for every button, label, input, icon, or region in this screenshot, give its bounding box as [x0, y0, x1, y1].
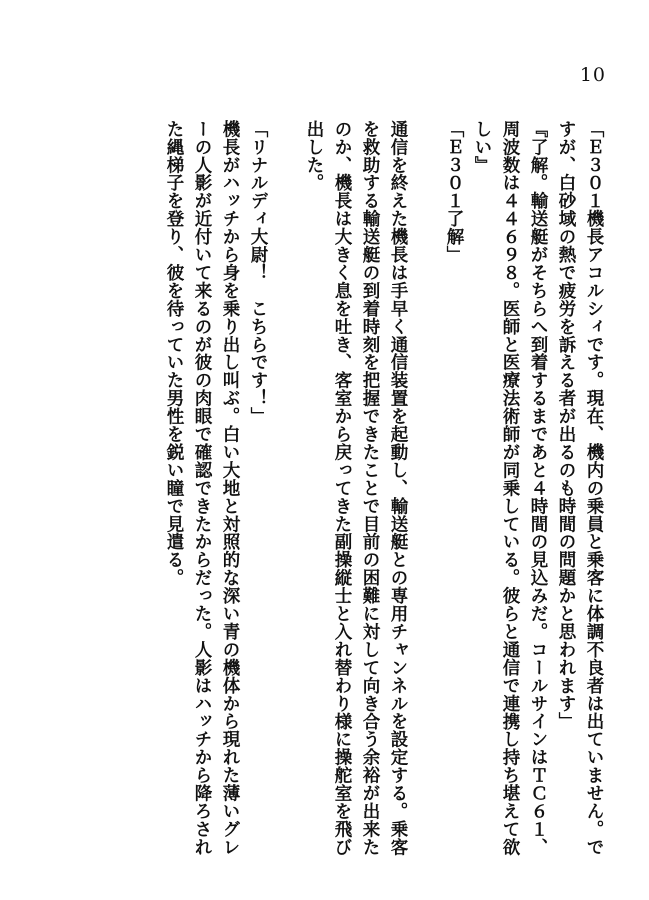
paragraph-dialogue-radio-reply: 『了解。輸送艇がそちらへ到着するまであと４時間の見込みだ。コールサインはＴＣ６１、周波数は４４６９８。医師と医療法術師が同乗している。彼らと通信で連携し持ち堪えて欲しい』 — [472, 120, 548, 856]
paragraph-narration-hatch: 機長がハッチから身を乗り出し叫ぶ。白い大地と対照的な深い青の機体から現れた薄いグレーの人影が近付いて来るのが彼の肉眼で確認できたからだった。人影はハッチから降ろされた縄梯子を登り、彼を待っていた男性を鋭い瞳で見遣る。 — [164, 120, 240, 856]
paragraph-narration-channel: 通信を終えた機長は手早く通信装置を起動し、輸送艇との専用チャンネルを設定する。乗客を救助する輸送艇の到着時刻を把握できたことで目前の困難に対して向き合う余裕が出来たのか、機長は大きく息を吐き、客室から戻ってきた副操縦士と入れ替わり様に操舵室を飛び出した。 — [304, 120, 408, 856]
paragraph-dialogue-call-out: 「リナルディ大尉！ こちらです！」 — [248, 120, 268, 426]
paragraph-dialogue-acknowledge: 「Ｅ３０１了解」 — [444, 120, 464, 264]
paragraph-dialogue-captain-report: 「Ｅ３０１機長アコルシィです。現在、機内の乗員と乗客に体調不良者は出ていません。ですが、白砂域の熱で疲労を訴える者が出るのも時間の問題かと思われます」 — [556, 120, 604, 856]
page-number: 10 — [579, 64, 606, 86]
novel-text-body — [58, 120, 608, 860]
